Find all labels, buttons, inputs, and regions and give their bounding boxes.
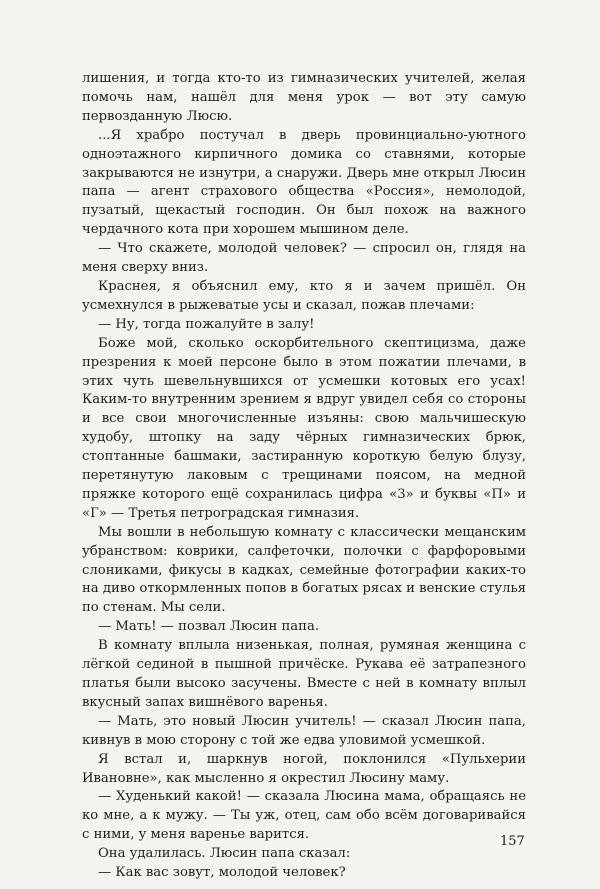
paragraph: Краснея, я объяснил ему, кто я и зачем пришёл. Он усмехнулся в рыжеватые усы и сказал, пожав плечами: <box>82 278 526 313</box>
paragraph: Она удалилась. Люсин папа сказал: <box>98 846 351 862</box>
paragraph: В комнату вплыла низенькая, полная, румяная женщина с лёгкой сединой в пышной причёске. Рукава её затрапезного платья были высоко засучены. Вместе с ней в комнату вплыл вкусный запах вишнёвого варенья. <box>82 638 526 710</box>
paragraph: Боже мой, сколько оскорбительного скептицизма, даже презрения к моей персоне было в этом пожатии плечами, в этих чуть шевельнувшихся от усмешки котовых его усах! Каким-то внутренним зрением я вдруг увидел себя со стороны и все свои многочисленные изъяны: свою мальчишескую худобу, штопку на заду чёрных гимназических брюк, стоптанные башмаки, застиранную короткую белую блузу, перетянутую лаковым с трещинами поясом, на медной пряжке которого ещё сохранилась цифра «3» и буквы «П» и «Г» — Третья петроградская гимназия. <box>82 335 526 521</box>
paragraph: Мы вошли в небольшую комнату с классически мещанским убранством: коврики, салфеточки, полочки с фарфоровыми слониками, фикусы в кадках, семейные фотографии каких-то на диво откормленных попов в богатых рясах и венские стулья по стенам. Мы сели. <box>82 524 526 616</box>
paragraph: — Как вас зовут, молодой человек? <box>98 865 346 881</box>
page-text <box>82 70 526 883</box>
page-number: 157 <box>500 834 525 849</box>
paragraph: — Ну, тогда пожалуйте в залу! <box>98 316 315 332</box>
paragraph: — Мать, это новый Люсин учитель! — сказал Люсин папа, кивнув в мою сторону с той же едва уловимой усмешкой. <box>82 713 526 748</box>
paragraph: ...Я храбро постучал в дверь провинциально-уютного одноэтажного кирпичного домика со ставнями, которые закрываются не изнутри, а снаружи. Дверь мне открыл Люсин папа — агент страхового общества «Россия», немолодой, пузатый, щекастый господин. Он был похож на важного чердачного кота при хорошем мышином деле. <box>82 127 526 238</box>
paragraph: — Худенький какой! — сказала Люсина мама, обращаясь не ко мне, а к мужу. — Ты уж, отец, сам обо всём договаривайся с ними, у меня варенье варится. <box>82 789 526 843</box>
paragraph: лишения, и тогда кто-то из гимназических учителей, желая помочь нам, нашёл для меня урок — вот эту самую первозданную Люсю. <box>82 71 526 124</box>
paragraph: — Что скажете, молодой человек? — спросил он, глядя на меня сверху вниз. <box>82 241 526 276</box>
paragraph: Я встал и, шаркнув ногой, поклонился «Пульхерии Ивановне», как мысленно я окрестил Люсину маму. <box>82 751 526 786</box>
paragraph: — Мать! — позвал Люсин папа. <box>98 619 320 635</box>
